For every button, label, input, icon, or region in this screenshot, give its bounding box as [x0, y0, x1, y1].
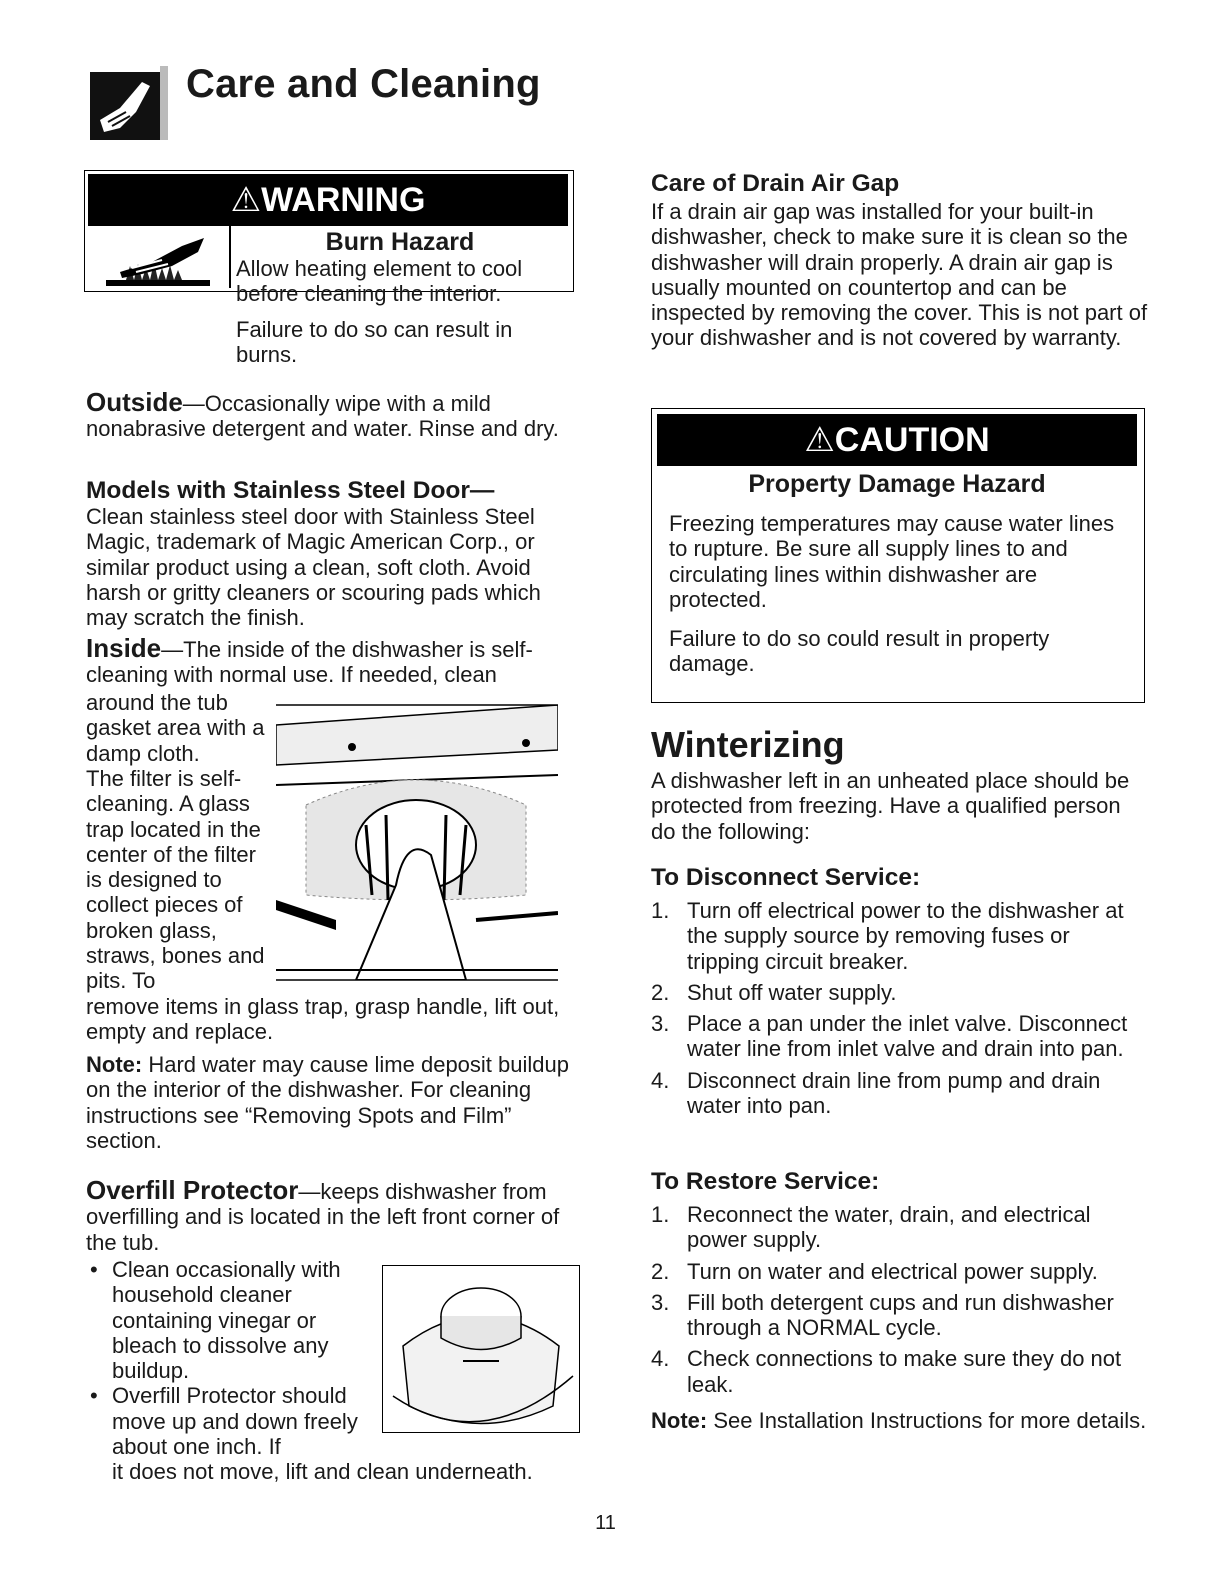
- note-text: Hard water may cause lime deposit buildup on the interior of the dishwasher. For cleaning instructions see “Removing Spots and Film” section.: [86, 1052, 569, 1153]
- overfill-bullets: [86, 1257, 366, 1459]
- air-gap-heading: Care of Drain Air Gap: [651, 170, 900, 197]
- caution-text-1: Freezing temperatures may cause water lines to rupture. Be sure all supply lines to and circulating lines within dishwasher are protected.: [669, 511, 1115, 612]
- restore-steps: [651, 1202, 1141, 1397]
- filter-continued-text: remove items in glass trap, grasp handle, lift out, empty and replace.: [86, 994, 560, 1045]
- cleaning-hand-icon: [90, 62, 170, 144]
- outside-text: —Occasionally wipe with a mild nonabrasive detergent and water. Rinse and dry.: [86, 391, 559, 442]
- outside-paragraph: [86, 387, 586, 442]
- caution-hazard-title: Property Damage Hazard: [748, 470, 1046, 498]
- winterizing-intro: A dishwasher left in an unheated place should be protected from freezing. Have a qualified person do the following:: [651, 768, 1130, 844]
- restore-step: 1. Reconnect the water, drain, and electrical power supply.: [651, 1202, 1091, 1253]
- warning-signal: ⚠WARNING: [88, 174, 568, 226]
- caution-signal: ⚠CAUTION: [657, 414, 1137, 466]
- overfill-bullet-2: • Overfill Protector should move up and down freely about one inch. If: [86, 1383, 366, 1459]
- stainless-heading: Models with Stainless Steel Door—: [86, 477, 495, 504]
- outside-lead: Outside: [86, 387, 183, 417]
- note-label: Note:: [651, 1408, 708, 1433]
- inside-text: —The inside of the dishwasher is self-cleaning with normal use. If needed, clean: [86, 637, 533, 688]
- page-title: Care and Cleaning: [186, 62, 541, 106]
- note-label: Note:: [86, 1052, 143, 1077]
- warning-hazard-title: Burn Hazard: [325, 228, 475, 256]
- page-number: 11: [595, 1512, 616, 1534]
- disconnect-step: 1. Turn off electrical power to the dishwasher at the supply source by removing fuses or tripping circuit breaker.: [651, 898, 1124, 974]
- inside-wrap-text: around the tub gasket area with a damp cloth.: [86, 690, 265, 766]
- overfill-paragraph: [86, 1175, 586, 1255]
- restore-step: 4. Check connections to make sure they do not leak.: [651, 1346, 1122, 1397]
- warning-text-2: Failure to do so can result in burns.: [236, 317, 513, 368]
- restore-heading: To Restore Service:: [651, 1168, 880, 1195]
- restore-step: 3. Fill both detergent cups and run dishwasher through a NORMAL cycle.: [651, 1289, 1114, 1341]
- caution-text-2: Failure to do so could result in property damage.: [669, 626, 1050, 677]
- inside-lead: Inside: [86, 633, 162, 663]
- overfill-text: —keeps dishwasher from overfilling and is located in the left front corner of the tub.: [86, 1179, 560, 1255]
- disconnect-step: 4. Disconnect drain line from pump and drain water into pan.: [651, 1067, 1101, 1119]
- warning-text-1: Allow heating element to cool before cleaning the interior.: [236, 256, 523, 307]
- overfill-bullet-1: • Clean occasionally with household cleaner containing vinegar or bleach to dissolve any buildup.: [86, 1257, 366, 1383]
- disconnect-step: 2. Shut off water supply.: [651, 979, 897, 1005]
- disconnect-step: 3. Place a pan under the inlet valve. Disconnect water line from inlet valve and drain into pan.: [651, 1011, 1128, 1062]
- installation-note: [651, 1408, 1151, 1433]
- filter-text: The filter is self-cleaning. A glass trap located in the center of the filter is designed to collect pieces of broken glass, straws, bones and pits. To: [86, 766, 265, 994]
- disconnect-steps: [651, 898, 1141, 1118]
- hard-water-note: [86, 1052, 586, 1153]
- overfill-lead: Overfill Protector: [86, 1175, 299, 1205]
- overfill-protector-illustration: [382, 1265, 580, 1433]
- hand-icon: [112, 238, 212, 278]
- note-text: See Installation Instructions for more details.: [707, 1408, 1147, 1433]
- restore-step: 2. Turn on water and electrical power supply.: [651, 1258, 1098, 1284]
- filter-illustration-frame: [272, 701, 562, 984]
- overfill-bullet-continued: it does not move, lift and clean underneath.: [112, 1459, 533, 1484]
- air-gap-text: If a drain air gap was installed for your built-in dishwasher, check to make sure it is clean so the dishwasher will drain properly. A drain air gap is usually mounted on countertop and can be inspected by removing the cover. This is not part of your dishwasher and is not covered by warranty.: [651, 199, 1148, 351]
- winterizing-title: Winterizing: [651, 724, 845, 765]
- disconnect-heading: To Disconnect Service:: [651, 864, 921, 891]
- stainless-text: Clean stainless steel door with Stainless Steel Magic, trademark of Magic American Corp., or similar product using a clean, soft cloth. Avoid harsh or gritty cleaners or scouring pads which may scratch the finish.: [86, 504, 541, 631]
- inside-paragraph: [86, 633, 586, 688]
